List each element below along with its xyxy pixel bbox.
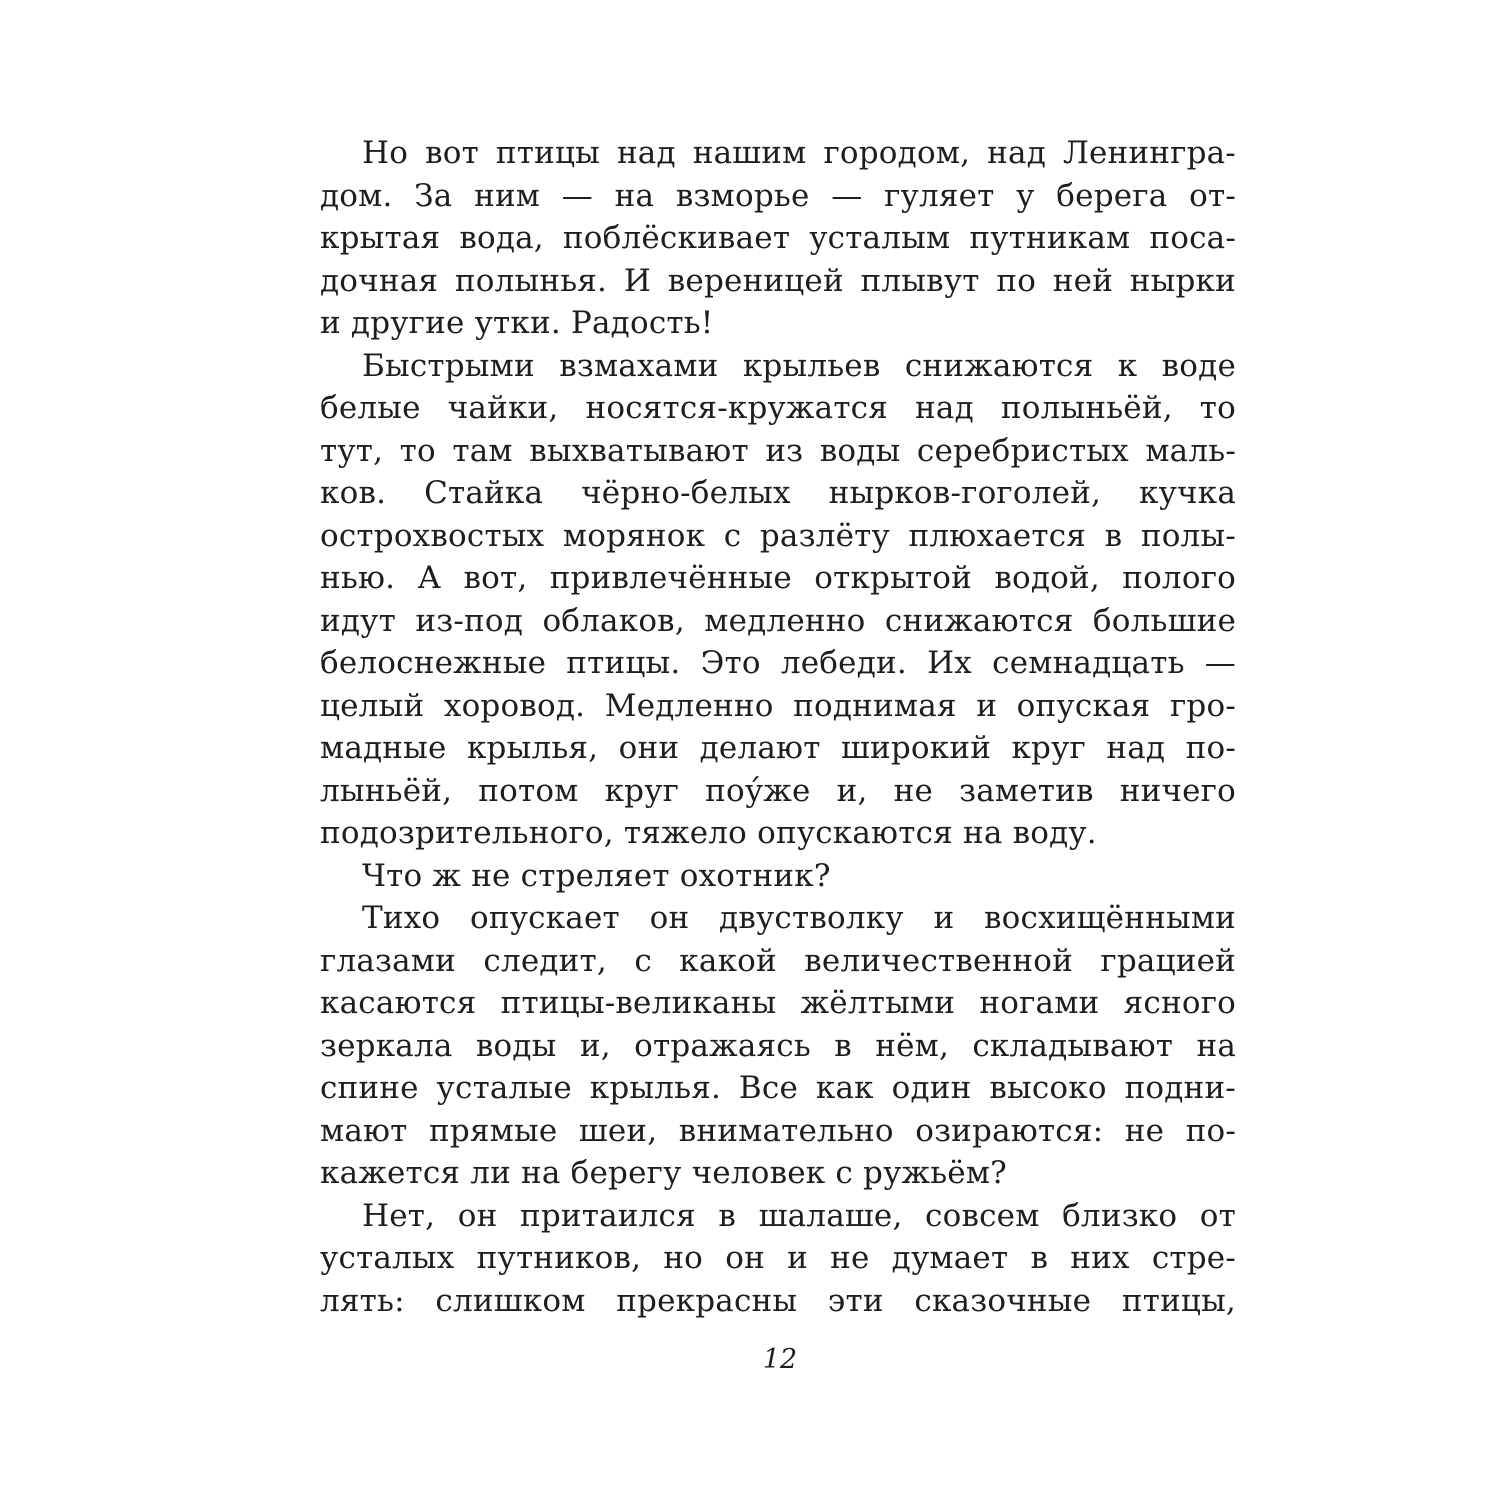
- page-number: 12: [762, 1344, 798, 1375]
- text-line: дочная полынья. И вереницей плывут по ней нырки: [320, 262, 1236, 299]
- text-line: Что ж не стреляет охотник?: [362, 857, 831, 894]
- text-line: зеркала воды и, отражаясь в нём, складывают на: [320, 1027, 1236, 1064]
- text-line: кажется ли на берегу человек с ружьём?: [320, 1155, 1007, 1191]
- text-line: нью. А вот, привлечённые открытой водой, полого: [320, 560, 1236, 596]
- text-line: глазами следит, с какой величественной грацией: [320, 942, 1236, 979]
- text-line: Но вот птицы над нашим городом, над Ленингра-: [362, 135, 1236, 171]
- text-line: белые чайки, носятся-кружатся над полыньёй, то: [320, 390, 1236, 426]
- body-text: [320, 132, 1236, 1322]
- text-line: усталых путников, но он и не думает в них стре-: [320, 1240, 1236, 1276]
- text-line: Быстрыми взмахами крыльев снижаются к воде: [362, 347, 1236, 384]
- text-line: и другие утки. Радость!: [320, 305, 714, 341]
- text-line: идут из-под облаков, медленно снижаются большие: [320, 602, 1236, 639]
- text-line: мадные крылья, они делают широкий круг над по-: [320, 730, 1236, 766]
- text-line: крытая вода, поблёскивает усталым путникам поса-: [320, 220, 1236, 256]
- text-line: спине усталые крылья. Все как один высоко подни-: [320, 1070, 1236, 1106]
- text-line: ков. Стайка чёрно-белых нырков-гоголей, кучка: [320, 475, 1236, 511]
- text-line: Тихо опускает он двустволку и восхищёнными: [362, 900, 1236, 936]
- text-line: мают прямые шеи, внимательно озираются: не по-: [320, 1112, 1236, 1149]
- text-line: Нет, он притаился в шалаше, совсем близко от: [362, 1197, 1236, 1234]
- text-line: белоснежные птицы. Это лебеди. Их семнадцать —: [320, 645, 1236, 681]
- text-line: тут, то там выхватывают из воды серебристых маль-: [320, 432, 1236, 469]
- text-line: целый хоровод. Медленно поднимая и опуская гро-: [320, 687, 1236, 724]
- text-line: касаются птицы-великаны жёлтыми ногами ясного: [320, 985, 1236, 1021]
- text-line: дом. За ним — на взморье — гуляет у берега от-: [320, 177, 1236, 214]
- text-line: лыньёй, потом круг поу́же и, не заметив ничего: [320, 772, 1236, 809]
- text-line: острохвостых морянок с разлёту плюхается в полы-: [320, 517, 1236, 554]
- text-line: подозрительного, тяжело опускаются на воду.: [320, 815, 1097, 851]
- text-line: лять: слишком прекрасны эти сказочные птицы,: [320, 1282, 1236, 1319]
